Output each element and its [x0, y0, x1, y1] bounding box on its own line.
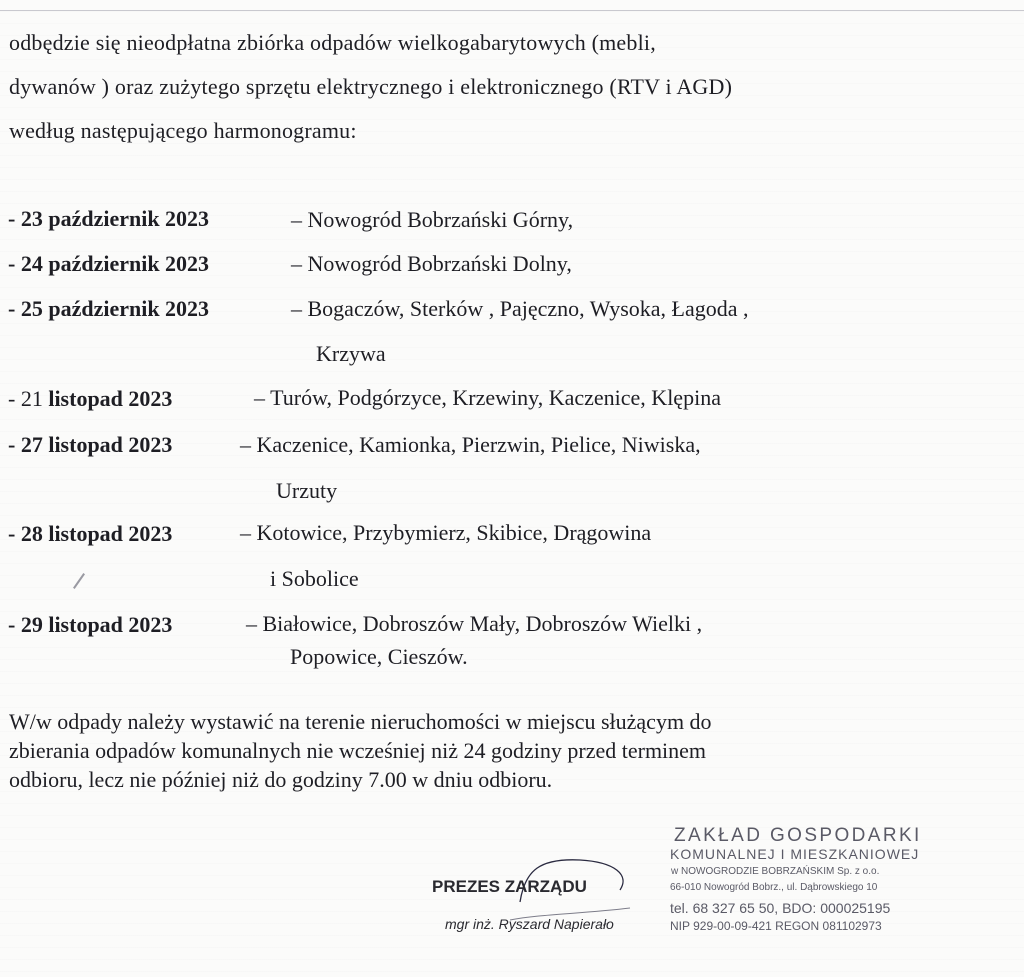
schedule-places-5: – Kaczenice, Kamionka, Pierzwin, Pielice, Niwiska, — [240, 432, 701, 457]
stamp-line-5: tel. 68 327 65 50, BDO: 000025195 — [670, 900, 891, 916]
schedule-date-2 — [8, 251, 209, 277]
schedule-cont-3: Krzywa — [316, 341, 386, 366]
schedule-prefix-1: - — [8, 206, 21, 231]
stamp-line-1: ZAKŁAD GOSPODARKI — [674, 825, 922, 846]
stamp-line-4: 66-010 Nowogród Bobrz., ul. Dąbrowskiego 10 — [670, 882, 878, 893]
note-line-2: zbierania odpadów komunalnych nie wcześniej niż 24 godziny przed terminem — [9, 738, 707, 763]
intro-line-2: dywanów ) oraz zużytego sprzętu elektrycznego i elektronicznego (RTV i AGD) — [9, 74, 733, 99]
schedule-date-text-5: 27 listopad 2023 — [20, 432, 173, 457]
schedule-date-7 — [8, 612, 172, 638]
pen-mark — [73, 573, 85, 589]
stamp-line-2: KOMUNALNEJ I MIESZKANIOWEJ — [670, 846, 920, 862]
signature-name: mgr inż. Ryszard Napierało — [445, 916, 614, 932]
schedule-places-1: – Nowogród Bobrzański Górny, — [291, 207, 574, 232]
schedule-prefix-2: - — [8, 251, 21, 276]
schedule-date-text-4: listopad 2023 — [48, 386, 173, 411]
schedule-places-3: – Bogaczów, Sterków , Pajęczno, Wysoka, Łagoda , — [291, 296, 749, 321]
schedule-date-text-1: 23 październik 2023 — [20, 206, 210, 231]
schedule-date-5 — [8, 432, 172, 458]
intro-line-1: odbędzie się nieodpłatna zbiórka odpadów wielkogabarytowych (mebli, — [9, 30, 656, 55]
schedule-prefix-3: - — [8, 296, 21, 321]
schedule-cont-6: i Sobolice — [270, 566, 359, 591]
schedule-places-2: – Nowogród Bobrzański Dolny, — [291, 251, 572, 276]
schedule-date-text-2: 24 październik 2023 — [20, 251, 210, 276]
schedule-cont-7: Popowice, Cieszów. — [290, 644, 468, 669]
stamp-line-3: w NOWOGRODZIE BOBRZAŃSKIM Sp. z o.o. — [671, 866, 880, 877]
schedule-date-text-7: 29 listopad 2023 — [20, 612, 173, 637]
signature-scribble-icon — [430, 850, 640, 950]
schedule-cont-5: Urzuty — [276, 478, 338, 503]
stamp-line-6: NIP 929-00-09-421 REGON 081102973 — [670, 919, 882, 933]
note-line-1: W/w odpady należy wystawić na terenie nieruchomości w miejscu służącym do — [9, 709, 712, 734]
schedule-date-1 — [8, 206, 209, 232]
schedule-places-6: – Kotowice, Przybymierz, Skibice, Drągowina — [240, 520, 652, 545]
schedule-prefix-6: - — [8, 521, 21, 546]
schedule-prefix-7: - — [8, 612, 21, 637]
top-rule — [0, 10, 1024, 11]
schedule-prefix-5: - — [8, 432, 21, 457]
intro-line-3: według następującego harmonogramu: — [9, 118, 357, 143]
company-stamp — [668, 825, 1018, 945]
schedule-places-4: – Turów, Podgórzyce, Krzewiny, Kaczenice, Klępina — [254, 385, 721, 410]
signature-block — [430, 850, 640, 950]
schedule-date-6 — [8, 521, 172, 547]
schedule-date-4 — [8, 386, 172, 412]
schedule-date-3 — [8, 296, 209, 322]
signature-title: PREZES ZARZĄDU — [432, 877, 587, 896]
schedule-places-7: – Białowice, Dobroszów Mały, Dobroszów Wielki , — [246, 611, 703, 636]
note-line-3: odbioru, lecz nie później niż do godziny 7.00 w dniu odbioru. — [9, 767, 553, 792]
schedule-date-text-6: 28 listopad 2023 — [20, 521, 173, 546]
schedule-date-text-3: 25 październik 2023 — [20, 296, 210, 321]
schedule-prefix-4: - 21 — [8, 386, 49, 411]
